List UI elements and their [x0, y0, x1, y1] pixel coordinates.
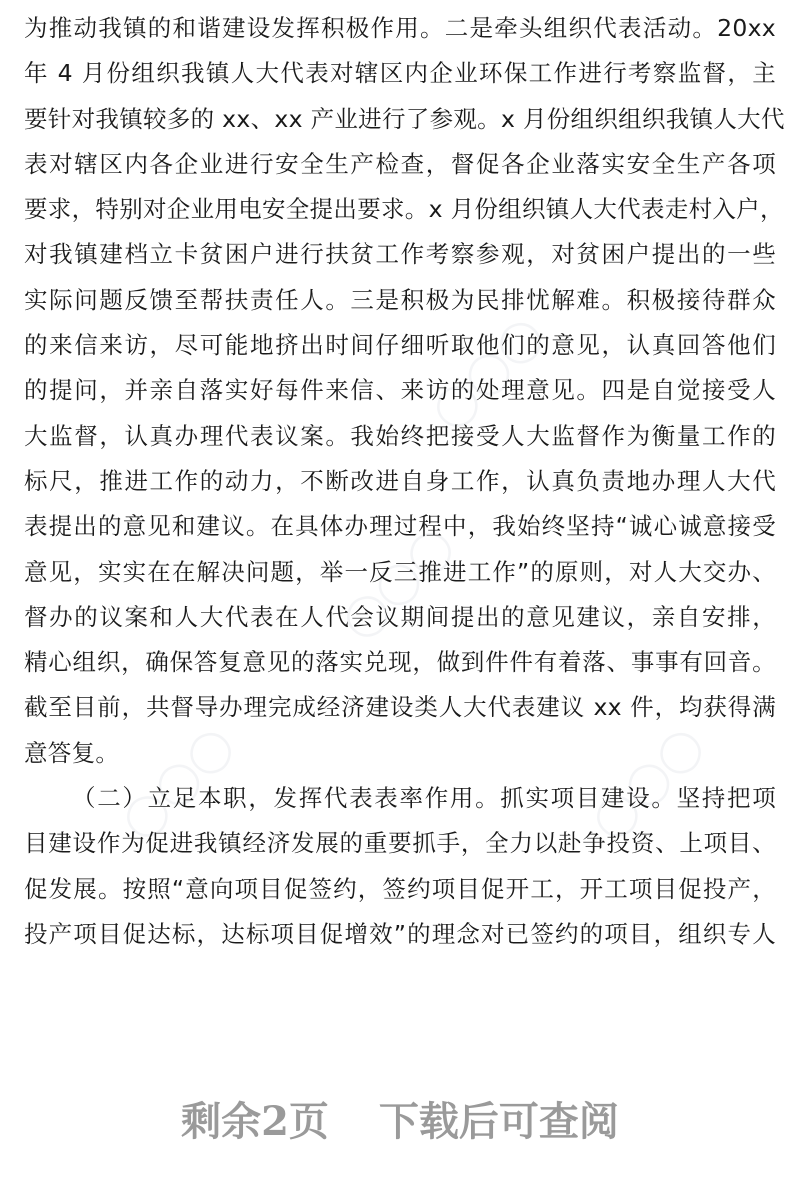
text-line: 年 4 月份组织我镇人大代表对辖区内企业环保工作进行考察监督，主 [24, 59, 776, 88]
watermark: ◯◯◯ [113, 719, 241, 847]
text-line: 为推动我镇的和谐建设发挥积极作用。二是牵头组织代表活动。20xx [24, 14, 776, 42]
text-line: 的提问，并亲自落实好每件来信、来访的处理意见。四是自觉接受人 [24, 376, 776, 405]
text-line: 要针对我镇较多的 xx、xx 产业进行了参观。x 月份组织组织我镇人大代 [24, 104, 785, 133]
text-line: 投产项目促达标，达标项目促增效”的理念对已签约的项目，组织专人 [24, 919, 776, 948]
text-line: （二）立足本职，发挥代表表率作用。抓实项目建设。坚持把项 [72, 784, 776, 813]
download-prompt-banner[interactable] [0, 1092, 800, 1152]
watermark: ◯◯◯ [333, 519, 461, 647]
text-line: 表提出的意见和建议。在具体办理过程中，我始终坚持“诚心诚意接受 [24, 512, 776, 541]
text-line: 大监督，认真办理代表议案。我始终把接受人大监督作为衡量工作的 [24, 421, 776, 450]
text-line: 截至目前，共督导办理完成经济建设类人大代表建议 xx 件，均获得满 [24, 693, 776, 722]
text-line: 要求，特别对企业用电安全提出要求。x 月份组织镇人大代表走村入户， [24, 195, 784, 224]
text-line: 督办的议案和人大代表在人代会议期间提出的意见建议，亲自安排， [24, 602, 776, 631]
text-line: 表对辖区内各企业进行安全生产检查，督促各企业落实安全生产各项 [24, 149, 776, 178]
text-line: 对我镇建档立卡贫困户进行扶贫工作考察参观，对贫困户提出的一些 [24, 240, 776, 269]
text-line: 促发展。按照“意向项目促签约，签约项目促开工，开工项目促投产， [24, 874, 776, 903]
watermark: ◯◯◯ [583, 719, 711, 847]
text-line: 目建设作为促进我镇经济发展的重要抓手，全力以赴争投资、上项目、 [24, 829, 776, 858]
text-line: 精心组织，确保答复意见的落实兑现，做到件件有着落、事事有回音。 [24, 648, 776, 677]
text-line: 实际问题反馈至帮扶责任人。三是积极为民排忧解难。积极接待群众 [24, 285, 776, 314]
download-hint-label: 下载后可查阅 [378, 1098, 619, 1145]
text-line: 意答复。 [24, 738, 120, 767]
document-body [24, 6, 785, 957]
watermark: ◯◯◯ [423, 309, 551, 437]
text-line: 标尺，推进工作的动力，不断改进自身工作，认真负责地办理人大代 [24, 466, 776, 495]
remaining-pages-label: 剩余2页 [181, 1098, 329, 1145]
text-line: 的来信来访，尽可能地挤出时间仔细听取他们的意见，认真回答他们 [24, 331, 776, 360]
text-line: 意见，实实在在解决问题，举一反三推进工作”的原则，对人大交办、 [24, 557, 776, 586]
